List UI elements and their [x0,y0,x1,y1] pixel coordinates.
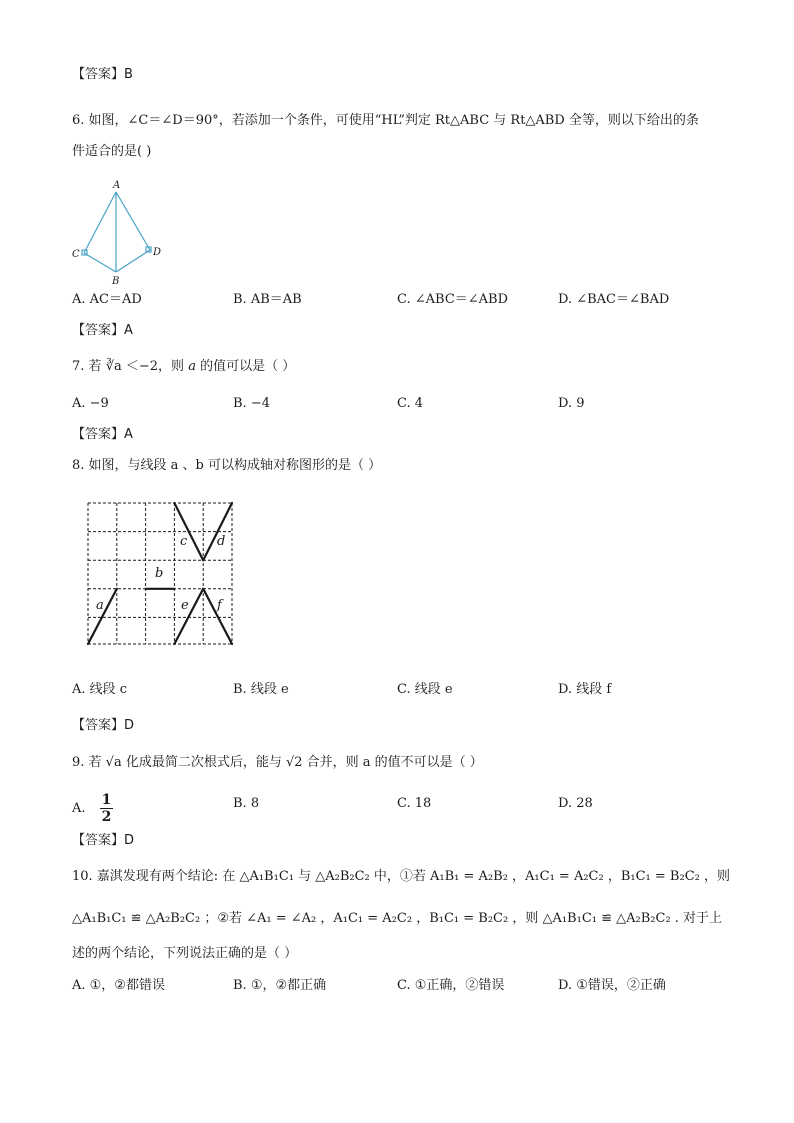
q9-option-a-fraction [100,792,114,825]
q10-stem-line3: 述的两个结论，下列说法正确的是（ ） [72,946,298,961]
q8-stem: 8. 如图，与线段 a 、b 可以构成轴对称图形的是（ ） [72,458,382,473]
q5-answer: 【答案】B [72,67,133,82]
q7-radical: ∛a [105,359,122,374]
q9-fraction-denominator: 2 [101,809,112,825]
q8-segment-e [174,589,203,644]
q8-answer: 【答案】D [72,718,135,733]
q10-option-c: C. ①正确，②错误 [397,978,505,993]
q8-options [72,680,732,700]
q8-label-c: c [180,534,188,549]
q9-option-c: C. 18 [397,796,432,811]
q6-label-B: B [112,276,120,287]
q7-stem-pre: 7. 若 [72,359,102,374]
q6-option-d: D. ∠BAC＝∠BAD [558,292,670,307]
q9-fraction-numerator: 1 [101,792,112,808]
q7-option-a: A. −9 [72,396,109,411]
q6-stem-line2: 件适合的是( ) [72,144,152,159]
q9-option-a-label: A. [72,801,86,816]
q8-grid-figure [86,501,236,647]
q8-option-d: D. 线段 f [558,682,612,697]
q8-option-a: A. 线段 c [72,682,128,697]
q6-option-c: C. ∠ABC＝∠ABD [397,292,509,307]
q6-option-b: B. AB＝AB [233,292,302,307]
q7-option-b: B. −4 [233,396,270,411]
q9-answer: 【答案】D [72,833,135,848]
q10-stem-line1: 10. 嘉淇发现有两个结论: 在 △A₁B₁C₁ 与 △A₂B₂C₂ 中，①若 A₁B₁ = A₂B₂ ，A₁C₁ = A₂C₂ ，B₁C₁ = B₂C₂ ，则 [72,869,730,884]
q7-stem-post: 的值可以是（ ） [200,359,296,374]
q8-option-b: B. 线段 e [233,682,289,697]
q7-var: a [188,359,196,374]
q6-label-A: A [113,180,121,191]
q10-option-d: D. ①错误，②正确 [558,978,666,993]
q8-label-a: a [96,598,104,613]
q7-option-d: D. 9 [558,396,585,411]
q6-label-C: C [72,249,80,260]
q10-option-a: A. ①，②都错误 [72,978,165,993]
q9-option-d: D. 28 [558,796,593,811]
q6-answer: 【答案】A [72,323,133,338]
q8-option-c: C. 线段 e [397,682,453,697]
q7-stem [72,358,295,376]
q8-label-e: e [181,598,189,613]
q9-options [72,792,732,826]
q7-options [72,394,732,414]
q8-label-f: f [217,598,222,613]
q8-label-d: d [217,534,226,549]
q6-kite-figure [70,178,170,288]
q7-option-c: C. 4 [397,396,424,411]
q10-option-b: B. ①，②都正确 [233,978,327,993]
q9-option-a [72,792,113,826]
q7-answer: 【答案】A [72,427,133,442]
q6-label-D: D [153,247,162,258]
q8-segment-d [203,503,232,560]
q6-option-a: A. AC＝AD [72,292,142,307]
q6-options [72,290,732,310]
q9-option-b: B. 8 [233,796,260,811]
q6-stem-line1: 6. 如图，∠C＝∠D＝90°，若添加一个条件，可使用“HL”判定 Rt△ABC 与 Rt△ABD 全等，则以下给出的条 [72,113,699,128]
q9-stem: 9. 若 √a 化成最简二次根式后，能与 √2 合并，则 a 的值不可以是（ ） [72,755,483,770]
q10-options [72,976,732,996]
q8-label-b: b [155,566,164,581]
q7-stem-mid: ＜−2，则 [125,359,185,374]
q10-stem-line2: △A₁B₁C₁ ≌ △A₂B₂C₂ ；②若 ∠A₁ = ∠A₂ ，A₁C₁ = A₂C₂ ，B₁C₁ = B₂C₂ ，则 △A₁B₁C₁ ≌ △A₂B₂C₂ . 对于上 [72,911,723,926]
